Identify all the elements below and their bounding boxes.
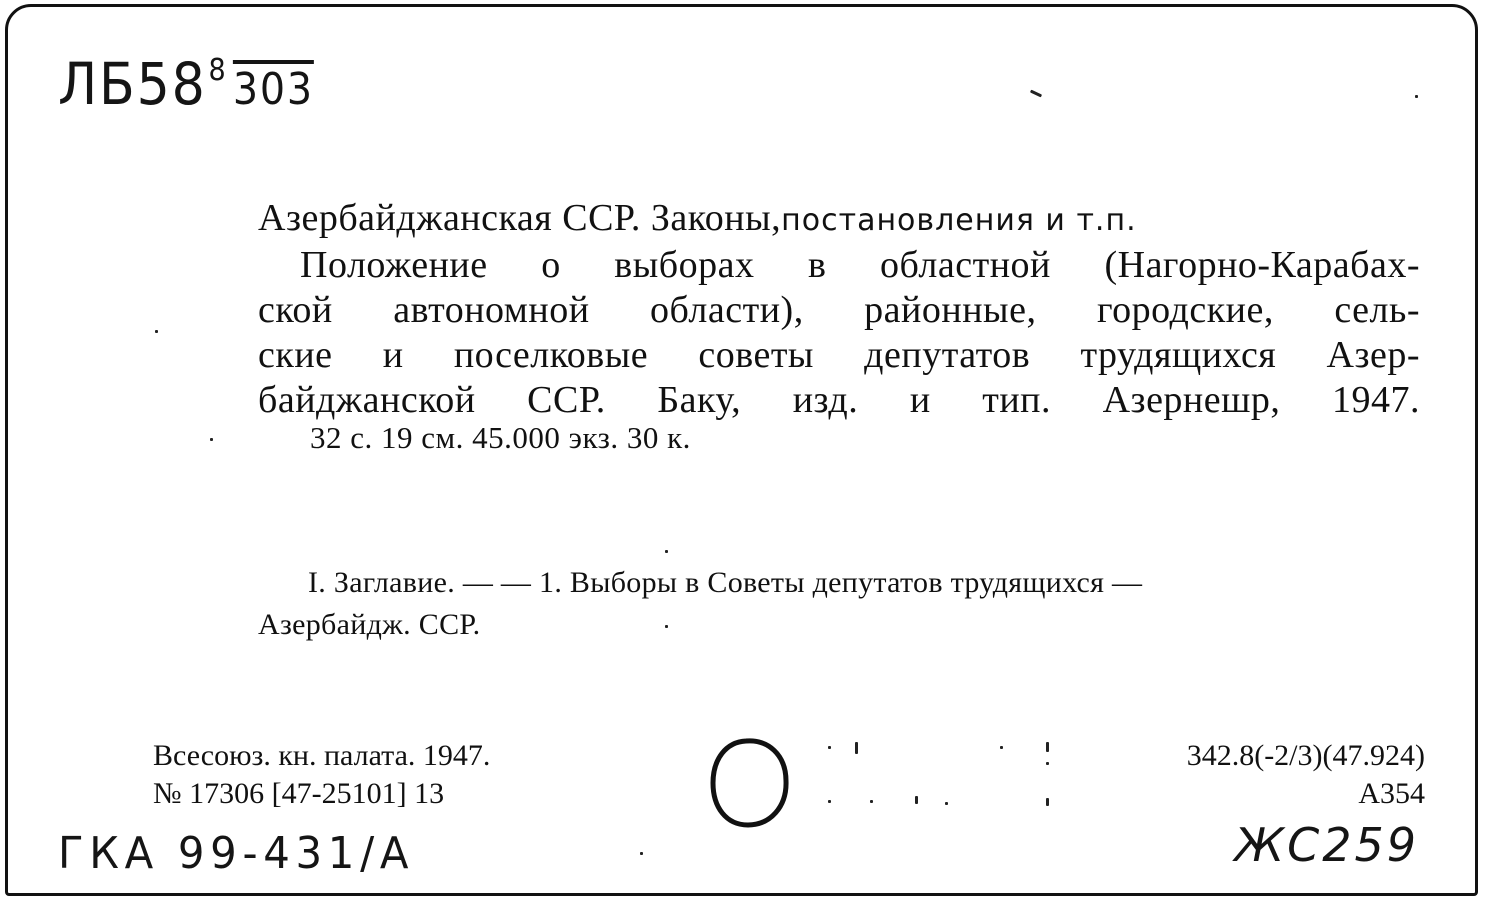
handwritten-code: ЖС259 <box>1234 818 1419 872</box>
speck-mark <box>915 796 918 804</box>
speck-mark <box>1415 95 1418 98</box>
description-line: ские и поселковые советы депутатов трудящихся Азер- <box>258 334 1420 376</box>
speck-mark <box>870 800 873 803</box>
speck-mark <box>828 800 831 803</box>
author-mark: А354 <box>1358 777 1425 810</box>
classification-block <box>1187 737 1425 813</box>
heading-handwritten: постановления и т.п. <box>781 203 1137 238</box>
shelfmark-superscript: 8 <box>208 53 228 88</box>
speck-mark <box>640 852 643 855</box>
tracing-line: Азербайдж. ССР. <box>258 608 481 641</box>
book-chamber-imprint <box>153 737 490 813</box>
imprint-line-2: № 17306 [47-25101] 13 <box>153 777 445 810</box>
imprint-line-1: Всесоюз. кн. палата. 1947. <box>153 739 491 772</box>
speck-mark <box>945 802 948 805</box>
speck-mark <box>210 438 213 441</box>
speck-mark <box>1046 762 1049 765</box>
bibliographic-description <box>258 196 1428 423</box>
description-line: ской автономной области), районные, городские, сель- <box>258 289 1420 331</box>
speck-mark <box>665 550 668 553</box>
shelfmark-overlined: 303 <box>232 64 314 115</box>
collation-line: 32 с. 19 см. 45.000 экз. 30 к. <box>310 420 691 455</box>
speck-mark <box>855 742 858 754</box>
heading-printed: Азербайджанская ССР. Законы, <box>258 197 782 239</box>
description-line: Положение о выборах в областной (Нагорно-Карабах- <box>300 244 1420 286</box>
speck-mark <box>155 330 158 333</box>
handwritten-inventory-number: ГКА 99-431/А <box>58 828 415 879</box>
tracing-line: I. Заглавие. — — 1. Выборы в Советы депутатов трудящихся — <box>308 566 1143 599</box>
speck-mark <box>1046 742 1049 752</box>
description-line: байджанской ССР. Баку, изд. и тип. Азернешр, 1947. <box>258 379 1420 421</box>
shelfmark-handwritten <box>58 50 314 118</box>
shelfmark-main: ЛБ58 <box>58 50 207 118</box>
card-punch-hole <box>708 737 790 829</box>
speck-mark <box>1000 746 1003 749</box>
speck-mark <box>1046 798 1049 806</box>
classification-number: 342.8(-2/3)(47.924) <box>1186 739 1425 772</box>
speck-mark <box>828 746 831 749</box>
tracings <box>258 562 1142 646</box>
heading-line <box>258 196 1428 243</box>
speck-mark <box>665 625 668 628</box>
